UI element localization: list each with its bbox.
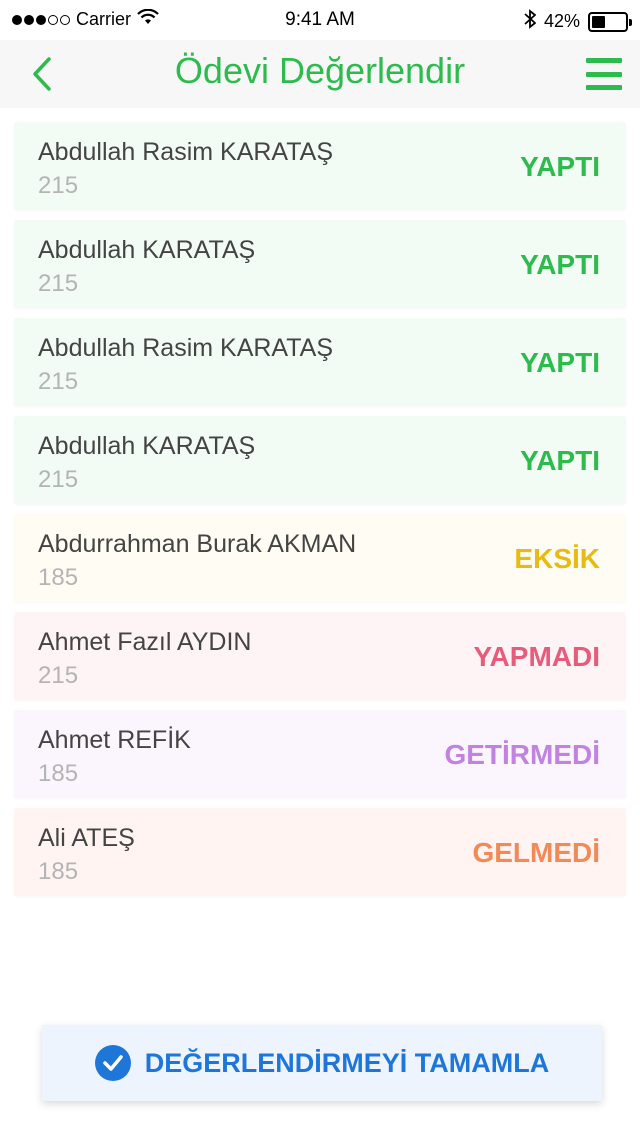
student-row[interactable]	[14, 318, 626, 406]
battery-level	[592, 16, 605, 28]
student-score: 185	[38, 760, 79, 787]
hamburger-menu-icon-bar	[586, 72, 622, 77]
battery-icon	[588, 12, 628, 32]
page-title: Ödevi Değerlendir	[174, 50, 466, 91]
status-bar	[0, 0, 640, 40]
student-row[interactable]	[14, 612, 626, 700]
nav-bar	[0, 40, 640, 108]
carrier-label: Carrier	[76, 9, 132, 29]
check-circle-icon	[95, 1045, 131, 1081]
homework-status[interactable]: YAPTI	[520, 151, 600, 182]
student-score: 215	[38, 270, 79, 297]
student-row[interactable]	[14, 710, 626, 798]
hamburger-menu-icon-bar	[586, 58, 622, 63]
student-score: 215	[38, 368, 79, 395]
status-time: 9:41 AM	[285, 9, 355, 30]
student-name: Abdullah Rasim KARATAŞ	[38, 138, 334, 166]
student-name: Abdullah KARATAŞ	[38, 432, 256, 460]
student-name: Ali ATEŞ	[38, 824, 135, 852]
student-name: Abdullah Rasim KARATAŞ	[38, 334, 334, 362]
student-name: Ahmet REFİK	[38, 726, 191, 754]
homework-status[interactable]: YAPTI	[520, 347, 600, 378]
student-name: Abdullah KARATAŞ	[38, 236, 256, 264]
student-score: 185	[38, 564, 79, 591]
student-list	[14, 122, 626, 906]
homework-status[interactable]: GELMEDİ	[472, 837, 600, 868]
homework-status[interactable]: YAPTI	[520, 249, 600, 280]
homework-status[interactable]: YAPTI	[520, 445, 600, 476]
student-score: 215	[38, 172, 79, 199]
student-row[interactable]	[14, 416, 626, 504]
homework-status[interactable]: EKSİK	[514, 543, 600, 574]
student-score: 215	[38, 662, 79, 689]
student-row[interactable]	[14, 514, 626, 602]
student-name: Abdurrahman Burak AKMAN	[38, 530, 357, 558]
student-name: Ahmet Fazıl AYDIN	[38, 628, 252, 656]
student-row[interactable]	[14, 122, 626, 210]
battery-percent: 42%	[543, 11, 580, 31]
student-score: 185	[38, 858, 79, 885]
homework-status[interactable]: YAPMADI	[473, 641, 600, 672]
student-row[interactable]	[14, 808, 626, 896]
menu-button[interactable]	[586, 58, 622, 90]
bluetooth-icon	[524, 9, 536, 34]
student-score: 215	[38, 466, 79, 493]
homework-status[interactable]: GETİRMEDİ	[444, 739, 600, 770]
hamburger-menu-icon-bar	[586, 85, 622, 90]
status-right	[524, 9, 628, 34]
complete-button-label: DEĞERLENDİRMEYİ TAMAMLA	[144, 1047, 550, 1078]
student-row[interactable]	[14, 220, 626, 308]
complete-evaluation-button[interactable]	[42, 1025, 602, 1101]
